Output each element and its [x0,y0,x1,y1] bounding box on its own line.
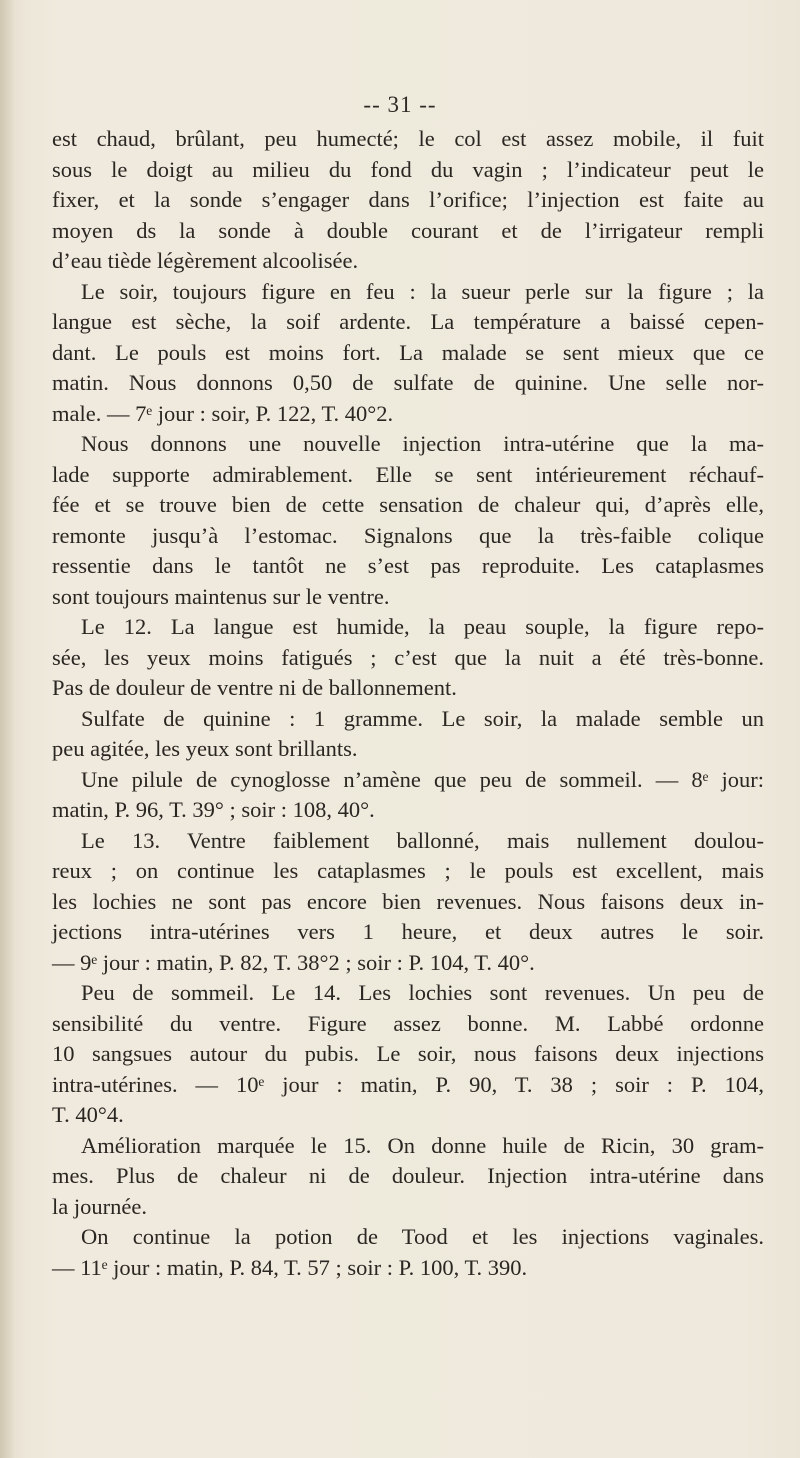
text-line: Une pilule de cynoglosse n’amène que peu de sommeil. — 8ᵉ jour: [81,766,764,792]
text-line: 10 sangsues autour du pubis. Le soir, nous faisons deux injections [52,1041,764,1066]
text-line: remonte jusqu’à l’estomac. Signalons que la très-faible colique [52,522,764,548]
text-line: Nous donnons une nouvelle injection intra-utérine que la ma- [81,431,764,456]
text-line: peu agitée, les yeux sont brillants. [52,736,358,761]
text-line: fée et se trouve bien de cette sensation de chaleur qui, d’après elle, [52,492,764,517]
text-line: Le soir, toujours figure en feu : la sueur perle sur la figure ; la [81,278,764,304]
text-line: jections intra-utérines vers 1 heure, et deux autres le soir. [52,919,764,944]
text-line: — 9ᵉ jour : matin, P. 82, T. 38°2 ; soir : P. 104, T. 40°. [52,949,535,975]
page-number: -- 31 -- [363,92,437,117]
text-line: est chaud, brûlant, peu humecté; le col est assez mobile, il fuit [52,126,764,151]
text-line: sensibilité du ventre. Figure assez bonne. M. Labbé ordonne [52,1010,764,1036]
text-line: fixer, et la sonde s’engager dans l’orifice; l’injection est faite au [52,187,764,212]
text-line: Amélioration marquée le 15. On donne huile de Ricin, 30 gram- [81,1132,764,1158]
text-line: la journée. [52,1193,147,1219]
text-line: — 11ᵉ jour : matin, P. 84, T. 57 ; soir : P. 100, T. 390. [52,1254,528,1280]
text-line: Peu de sommeil. Le 14. Les lochies sont revenues. Un peu de [81,980,764,1005]
text-line: T. 40°4. [52,1102,124,1127]
text-line: intra-utérines. — 10ᵉ jour : matin, P. 90, T. 38 ; soir : P. 104, [52,1071,764,1097]
text-line: Le 13. Ventre faiblement ballonné, mais nullement doulou- [81,827,764,853]
text-line: les lochies ne sont pas encore bien revenues. Nous faisons deux in- [52,888,764,914]
text-line: reux ; on continue les cataplasmes ; le pouls est excellent, mais [52,858,764,883]
text-line: lade supporte admirablement. Elle se sent intérieurement réchauf- [52,461,764,487]
text-line: sée, les yeux moins fatigués ; c’est que la nuit a été très-bonne. [52,644,764,670]
binding-shadow [0,0,14,1458]
text-line: dant. Le pouls est moins fort. La malade se sent mieux que ce [52,339,764,365]
text-line: Le 12. La langue est humide, la peau souple, la figure repo- [81,614,764,639]
text-line: sous le doigt au milieu du fond du vagin ; l’indicateur peut le [52,156,764,182]
text-line: langue est sèche, la soif ardente. La température a baissé cepen- [52,309,764,334]
text-line: matin. Nous donnons 0,50 de sulfate de quinine. Une selle nor- [52,370,764,395]
text-line: On continue la potion de Tood et les injections vaginales. [81,1224,764,1249]
text-line: mes. Plus de chaleur ni de douleur. Injection intra-utérine dans [52,1163,764,1188]
text-line: ressentie dans le tantôt ne s’est pas reproduite. Les cataplasmes [52,553,764,578]
text-line: Sulfate de quinine : 1 gramme. Le soir, la malade semble un [81,705,764,731]
text-line: moyen ds la sonde à double courant et de l’irrigateur rempli [52,217,764,243]
text-line: male. — 7ᵉ jour : soir, P. 122, T. 40°2. [52,400,394,426]
text-line: Pas de douleur de ventre ni de ballonnement. [52,675,457,700]
text-line: sont toujours maintenus sur le ventre. [52,583,390,609]
body-text [52,124,764,1283]
text-line: d’eau tiède légèrement alcoolisée. [52,248,359,273]
text-line: matin, P. 96, T. 39° ; soir : 108, 40°. [52,797,375,822]
